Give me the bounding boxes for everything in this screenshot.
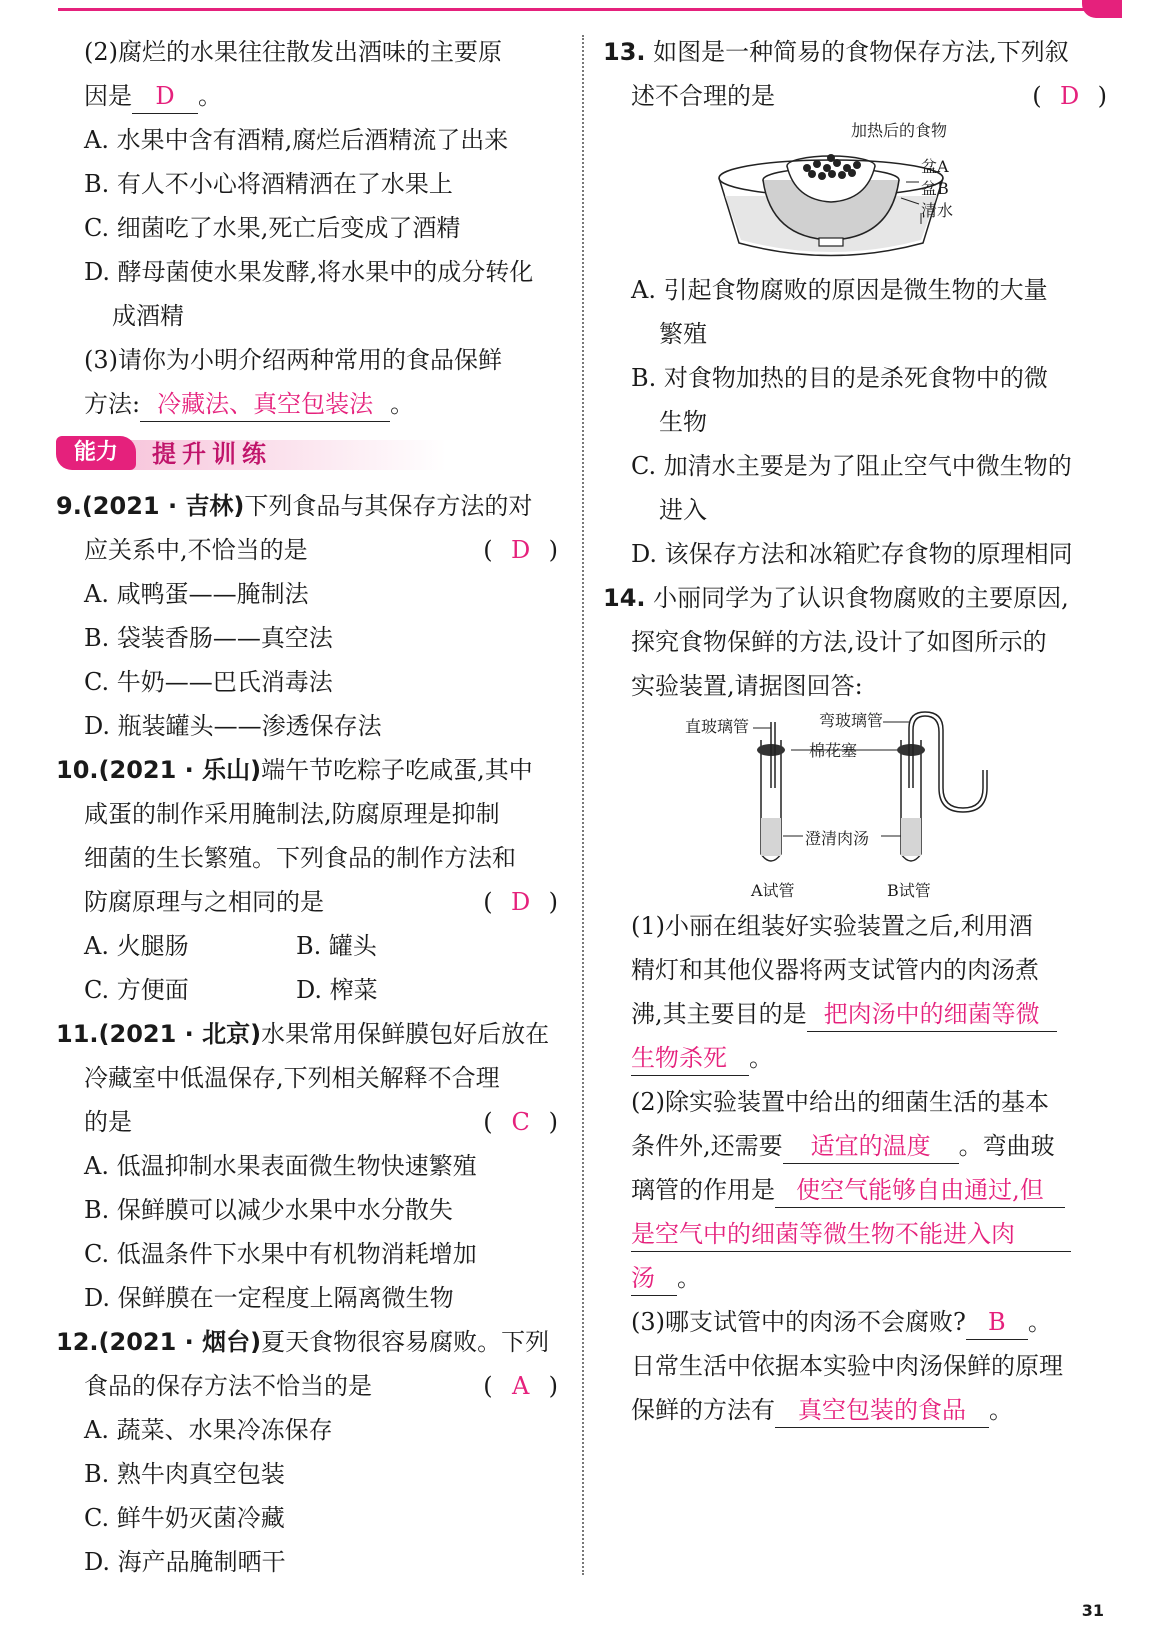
q8-part3-answer: 冷藏法、真空包装法 [140,387,390,422]
q14-part1-line3: 沸,其主要目的是 把肉汤中的细菌等微 [603,992,1113,1036]
q10-answer: D [511,888,531,916]
q8-part3-line2: 方法: 冷藏法、真空包装法 。 [56,382,564,426]
q8-option-d-cont: 成酒精 [112,302,184,330]
q10-option-b: B. 罐头 [296,932,377,960]
q13-option-c: C. 加清水主要是为了阻止空气中微生物的 [631,452,1072,480]
q11-stem-line2: 冷藏室中低温保存,下列相关解释不合理 [84,1064,500,1092]
fig14-bent-tube-label: 弯玻璃管 [819,711,884,730]
q12-option-d: D. 海产品腌制晒干 [84,1548,286,1576]
q13-stem: 13. 如图是一种简易的食物保存方法,下列叙 [603,38,1069,66]
q9-option-a: A. 咸鸭蛋——腌制法 [84,580,309,608]
q13-option-a-cont: 繁殖 [659,320,707,348]
q10-options-ab [56,924,564,968]
fig14-tube-a-label: A试管 [751,881,795,900]
q14-stem: 14. 小丽同学为了认识食物腐败的主要原因, [603,584,1069,612]
q9-stem-line2: 应关系中,不恰当的是 ( D ) [56,528,564,572]
fig13-food-label: 加热后的食物 [851,121,948,140]
section-badge: 能力 [56,436,136,470]
q12-stem-line2: 食品的保存方法不恰当的是 ( A ) [56,1364,564,1408]
fig13-basin-a-label: 盆A [921,157,949,176]
q8-part3-line1: (3)请你为小明介绍两种常用的食品保鲜 [84,346,502,374]
q14-part1-line2: 精灯和其他仪器将两支试管内的肉汤煮 [631,956,1039,984]
fig14-straight-tube-label: 直玻璃管 [685,717,750,736]
column-divider [582,35,584,1575]
q12-option-c: C. 鲜牛奶灭菌冷藏 [84,1504,285,1532]
q10-stem: 10.(2021 · 乐山)端午节吃粽子吃咸蛋,其中 [56,756,533,784]
q12-option-b: B. 熟牛肉真空包装 [84,1460,285,1488]
fig13-water-label: 清水 [921,201,954,220]
q14-part2-answer-1: 适宜的温度 [783,1129,959,1164]
q8-option-a: A. 水果中含有酒精,腐烂后酒精流了出来 [84,126,509,154]
q14-part2-answer-2b: 是空气中的细菌等微生物不能进入肉 [631,1217,1071,1252]
q13-answer: D [1060,82,1080,110]
q14-part2-answer-2a: 使空气能够自由通过,但 [775,1173,1065,1208]
q13-option-d: D. 该保存方法和冰箱贮存食物的原理相同 [631,540,1073,568]
q8-part2-line1: (2)腐烂的水果往往散发出酒味的主要原 [84,38,502,66]
q11-option-b: B. 保鲜膜可以减少水果中水分散失 [84,1196,453,1224]
q10-option-c: C. 方便面 [84,976,189,1004]
q14-part3-line2: 日常生活中依据本实验中肉汤保鲜的原理 [631,1352,1063,1380]
section-title: 提升训练 [152,440,272,468]
q9-option-c: C. 牛奶——巴氏消毒法 [84,668,333,696]
q14-part2-line3: 璃管的作用是 使空气能够自由通过,但 [603,1168,1113,1212]
q11-option-d: D. 保鲜膜在一定程度上隔离微生物 [84,1284,454,1312]
q9-answer: D [511,536,531,564]
q8-option-d: D. 酵母菌使水果发酵,将水果中的成分转化 [84,258,534,286]
q13-figure [603,118,1113,268]
fig14-broth-label: 澄清肉汤 [805,829,870,848]
q13-option-b-cont: 生物 [659,408,707,436]
q9-stem: 9.(2021 · 吉林)下列食品与其保存方法的对 [56,492,533,520]
q12-stem: 12.(2021 · 烟台)夏天食物很容易腐败。下列 [56,1328,550,1356]
q8-part2-answer: D [132,79,198,114]
q13-option-b: B. 对食物加热的目的是杀死食物中的微 [631,364,1048,392]
q14-part1-answer-2: 生物杀死 [631,1041,749,1076]
q14-part3-answer-2: 真空包装的食品 [775,1393,989,1428]
right-column [603,30,1113,1432]
q14-part1-line1: (1)小丽在组装好实验装置之后,利用酒 [631,912,1033,940]
q10-stem-line4: 防腐原理与之相同的是 ( D ) [56,880,564,924]
q14-part2-line4 [603,1212,1113,1256]
header-corner-decoration [1082,0,1122,18]
q10-option-d: D. 榨菜 [296,976,378,1004]
q14-part3-line3: 保鲜的方法有 真空包装的食品 。 [603,1388,1113,1432]
q11-stem-line3: 的是 ( C ) [56,1100,564,1144]
q8-option-b: B. 有人不小心将酒精洒在了水果上 [84,170,453,198]
header-rule [58,8,1098,11]
q14-stem-line3: 实验装置,请据图回答: [631,672,863,700]
q11-answer: C [511,1108,530,1136]
q10-stem-line2: 咸蛋的制作采用腌制法,防腐原理是抑制 [84,800,500,828]
fig13-basin-b-label: 盆B [921,179,949,198]
q9-option-b: B. 袋装香肠——真空法 [84,624,333,652]
q11-stem: 11.(2021 · 北京)水果常用保鲜膜包好后放在 [56,1020,550,1048]
q8-part2-line2: 因是 D 。 [56,74,564,118]
q14-stem-line2: 探究食物保鲜的方法,设计了如图所示的 [631,628,1047,656]
q9-option-d: D. 瓶装罐头——渗透保存法 [84,712,382,740]
q12-answer: A [511,1372,530,1400]
q14-part1-answer-1: 把肉汤中的细菌等微 [807,997,1057,1032]
section-banner [56,430,564,480]
q14-part3-answer-1: B [966,1305,1028,1340]
q14-part3-line1: (3)哪支试管中的肉汤不会腐败? B 。 [603,1300,1113,1344]
q14-part2-line1: (2)除实验装置中给出的细菌生活的基本 [631,1088,1049,1116]
q10-options-cd [56,968,564,1012]
q14-part2-line5: 汤 。 [603,1256,1113,1300]
q11-option-a: A. 低温抑制水果表面微生物快速繁殖 [84,1152,477,1180]
q14-part1-line4: 生物杀死 。 [603,1036,1113,1080]
fig14-cotton-label: 棉花塞 [809,741,858,760]
q12-option-a: A. 蔬菜、水果冷冻保存 [84,1416,333,1444]
q8-option-c: C. 细菌吃了水果,死亡后变成了酒精 [84,214,461,242]
page-number: 31 [1081,1601,1104,1620]
left-column [56,30,564,1584]
q14-figure [603,708,1113,904]
fig14-tube-b-label: B试管 [887,881,931,900]
q13-option-c-cont: 进入 [659,496,707,524]
q14-part2-answer-2c: 汤 [631,1261,677,1296]
q10-stem-line3: 细菌的生长繁殖。下列食品的制作方法和 [84,844,516,872]
q13-stem-line2: 述不合理的是 ( D ) [603,74,1113,118]
q10-option-a: A. 火腿肠 [84,932,189,960]
q14-part2-line2: 条件外,还需要 适宜的温度 。弯曲玻 [603,1124,1113,1168]
q13-option-a: A. 引起食物腐败的原因是微生物的大量 [631,276,1048,304]
q11-option-c: C. 低温条件下水果中有机物消耗增加 [84,1240,477,1268]
